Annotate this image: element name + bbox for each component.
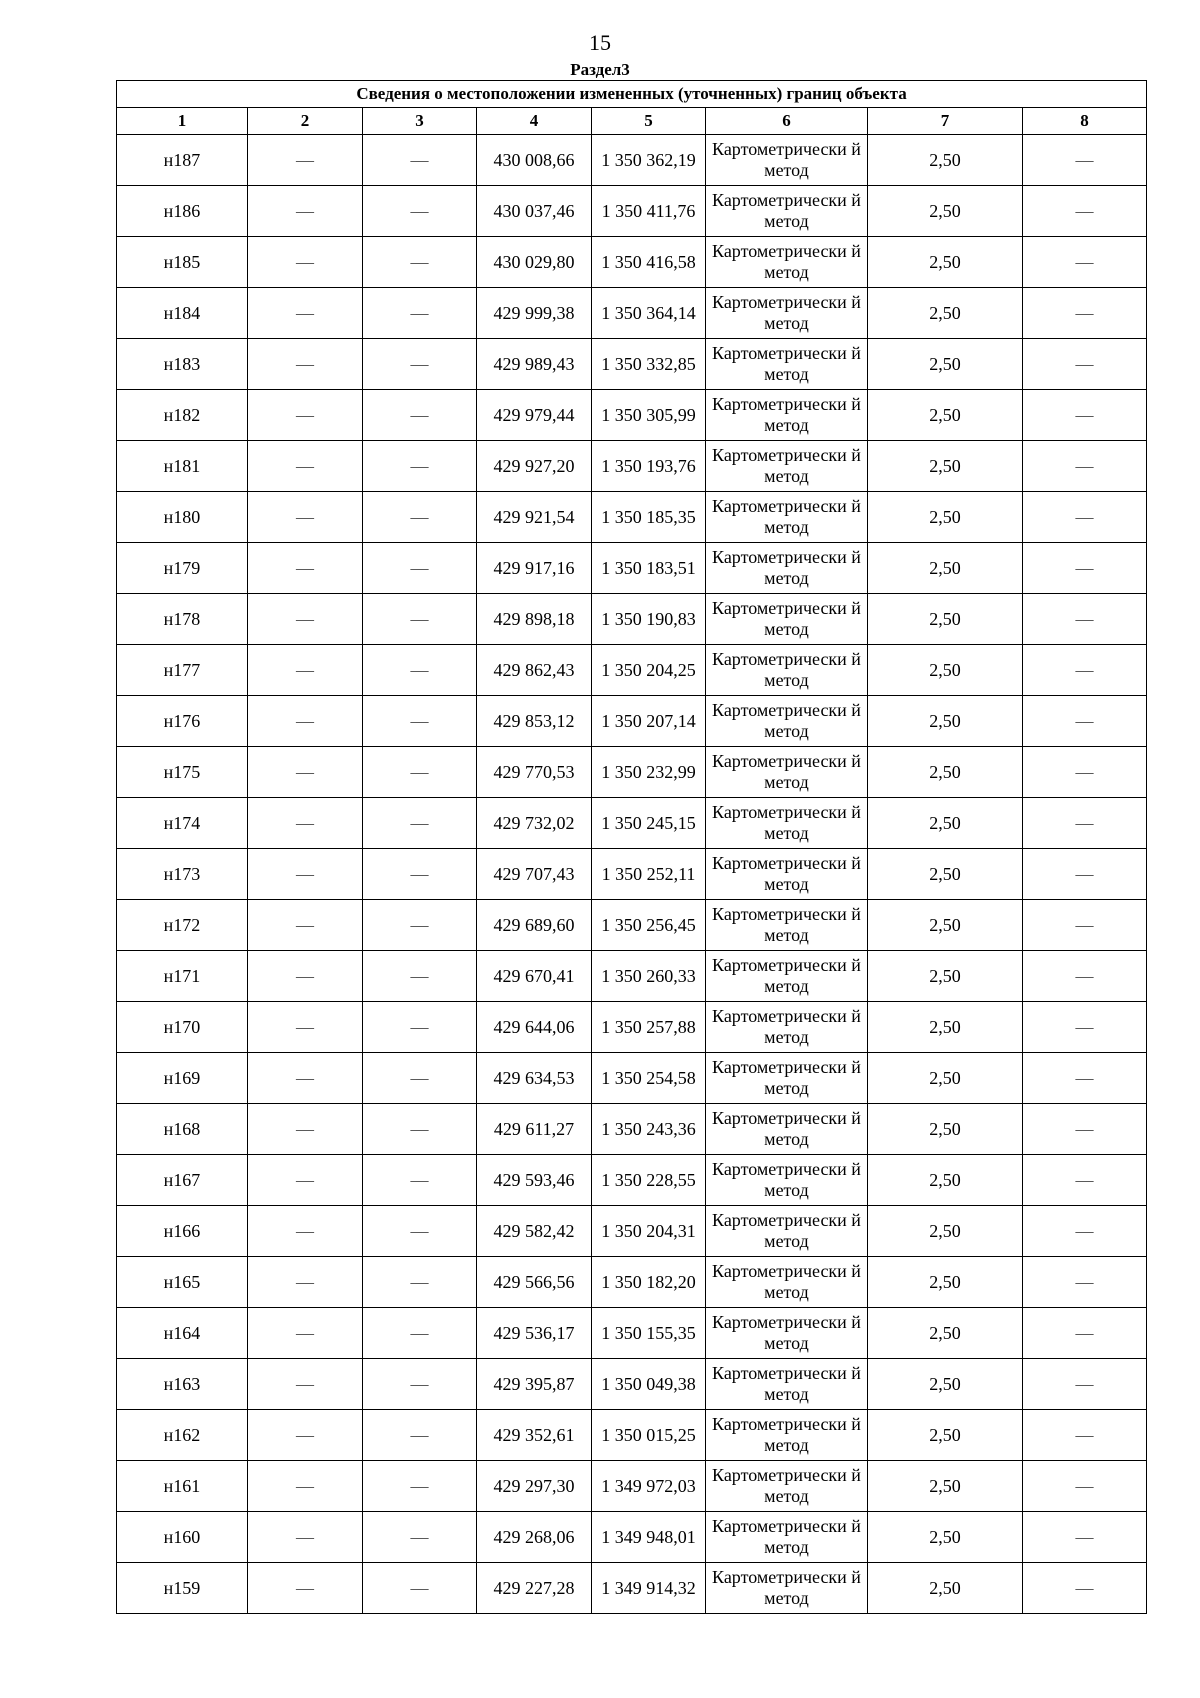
table-row bbox=[117, 849, 1147, 900]
table-cell: — bbox=[1023, 1053, 1147, 1104]
table-cell: 429 670,41 bbox=[477, 951, 592, 1002]
table-cell: н187 bbox=[117, 135, 248, 186]
table-cell: 1 350 049,38 bbox=[592, 1359, 706, 1410]
table-cell: 429 611,27 bbox=[477, 1104, 592, 1155]
table-cell: 2,50 bbox=[868, 1257, 1023, 1308]
table-cell: — bbox=[363, 696, 477, 747]
table-cell: 1 350 232,99 bbox=[592, 747, 706, 798]
table-row bbox=[117, 747, 1147, 798]
table-cell: — bbox=[1023, 645, 1147, 696]
table-cell: 1 350 185,35 bbox=[592, 492, 706, 543]
table-cell: — bbox=[248, 798, 363, 849]
table-cell: 1 350 256,45 bbox=[592, 900, 706, 951]
table-cell: — bbox=[1023, 1461, 1147, 1512]
table-cell: 2,50 bbox=[868, 849, 1023, 900]
table-cell: — bbox=[248, 1410, 363, 1461]
table-cell: — bbox=[248, 543, 363, 594]
table-cell: н183 bbox=[117, 339, 248, 390]
table-cell: — bbox=[363, 1155, 477, 1206]
table-cell: 2,50 bbox=[868, 135, 1023, 186]
table-row bbox=[117, 441, 1147, 492]
table-cell: н170 bbox=[117, 1002, 248, 1053]
table-cell: 2,50 bbox=[868, 492, 1023, 543]
table-cell: — bbox=[1023, 594, 1147, 645]
table-cell: — bbox=[363, 1206, 477, 1257]
table-cell: 2,50 bbox=[868, 645, 1023, 696]
table-cell: 1 350 332,85 bbox=[592, 339, 706, 390]
table-cell: — bbox=[1023, 1410, 1147, 1461]
table-cell: 2,50 bbox=[868, 900, 1023, 951]
table-cell: 1 349 972,03 bbox=[592, 1461, 706, 1512]
table-cell: 1 350 243,36 bbox=[592, 1104, 706, 1155]
table-cell: — bbox=[248, 135, 363, 186]
table-cell: 429 395,87 bbox=[477, 1359, 592, 1410]
table-cell: 1 350 155,35 bbox=[592, 1308, 706, 1359]
table-cell: 2,50 bbox=[868, 798, 1023, 849]
table-cell: — bbox=[1023, 441, 1147, 492]
table-cell: 1 350 411,76 bbox=[592, 186, 706, 237]
table-cell: Картометрически й метод bbox=[706, 1104, 868, 1155]
table-cell: н160 bbox=[117, 1512, 248, 1563]
table-cell: 429 634,53 bbox=[477, 1053, 592, 1104]
column-header: 4 bbox=[477, 108, 592, 135]
table-cell: — bbox=[363, 1002, 477, 1053]
table-cell: н177 bbox=[117, 645, 248, 696]
table-cell: 429 227,28 bbox=[477, 1563, 592, 1614]
table-cell: — bbox=[248, 1155, 363, 1206]
table-cell: — bbox=[363, 543, 477, 594]
table-cell: 2,50 bbox=[868, 1155, 1023, 1206]
table-cell: — bbox=[248, 1512, 363, 1563]
column-header: 1 bbox=[117, 108, 248, 135]
table-cell: Картометрически й метод bbox=[706, 1002, 868, 1053]
table-cell: н178 bbox=[117, 594, 248, 645]
table-cell: — bbox=[363, 1461, 477, 1512]
table-cell: н180 bbox=[117, 492, 248, 543]
table-cell: 1 350 416,58 bbox=[592, 237, 706, 288]
table-cell: 429 352,61 bbox=[477, 1410, 592, 1461]
table-row bbox=[117, 1563, 1147, 1614]
table-cell: 429 917,16 bbox=[477, 543, 592, 594]
table-cell: 1 350 183,51 bbox=[592, 543, 706, 594]
table-cell: Картометрически й метод bbox=[706, 390, 868, 441]
table-cell: — bbox=[363, 390, 477, 441]
table-cell: 429 732,02 bbox=[477, 798, 592, 849]
table-cell: 429 921,54 bbox=[477, 492, 592, 543]
table-cell: — bbox=[363, 900, 477, 951]
table-cell: Картометрически й метод bbox=[706, 1206, 868, 1257]
table-cell: 1 350 257,88 bbox=[592, 1002, 706, 1053]
table-cell: — bbox=[1023, 543, 1147, 594]
table-row bbox=[117, 1104, 1147, 1155]
table-cell: 1 350 245,15 bbox=[592, 798, 706, 849]
table-cell: 2,50 bbox=[868, 390, 1023, 441]
table-cell: — bbox=[363, 849, 477, 900]
table-cell: — bbox=[248, 1257, 363, 1308]
table-cell: 429 268,06 bbox=[477, 1512, 592, 1563]
table-cell: н175 bbox=[117, 747, 248, 798]
table-cell: Картометрически й метод bbox=[706, 1053, 868, 1104]
table-cell: 2,50 bbox=[868, 1410, 1023, 1461]
table-cell: 1 350 204,31 bbox=[592, 1206, 706, 1257]
table-body bbox=[117, 135, 1147, 1614]
table-cell: н162 bbox=[117, 1410, 248, 1461]
table-cell: — bbox=[363, 237, 477, 288]
table-cell: Картометрически й метод bbox=[706, 747, 868, 798]
table-cell: н171 bbox=[117, 951, 248, 1002]
table-cell: 2,50 bbox=[868, 1512, 1023, 1563]
table-row bbox=[117, 951, 1147, 1002]
table-cell: Картометрически й метод bbox=[706, 237, 868, 288]
table-cell: 429 853,12 bbox=[477, 696, 592, 747]
table-cell: — bbox=[363, 492, 477, 543]
table-cell: — bbox=[248, 645, 363, 696]
table-row bbox=[117, 237, 1147, 288]
column-header: 3 bbox=[363, 108, 477, 135]
table-cell: н179 bbox=[117, 543, 248, 594]
table-cell: Картометрически й метод bbox=[706, 900, 868, 951]
table-cell: 1 349 914,32 bbox=[592, 1563, 706, 1614]
table-caption: Сведения о местоположении измененных (уточненных) границ объекта bbox=[117, 81, 1147, 108]
table-cell: н184 bbox=[117, 288, 248, 339]
table-cell: Картометрически й метод bbox=[706, 288, 868, 339]
table-cell: — bbox=[363, 339, 477, 390]
table-row bbox=[117, 288, 1147, 339]
table-cell: — bbox=[248, 288, 363, 339]
table-row bbox=[117, 1053, 1147, 1104]
table-cell: — bbox=[248, 900, 363, 951]
table-cell: — bbox=[1023, 1359, 1147, 1410]
table-cell: — bbox=[1023, 696, 1147, 747]
column-header: 6 bbox=[706, 108, 868, 135]
table-row bbox=[117, 1512, 1147, 1563]
table-cell: — bbox=[363, 441, 477, 492]
table-cell: 429 989,43 bbox=[477, 339, 592, 390]
table-cell: 429 770,53 bbox=[477, 747, 592, 798]
table-cell: Картометрически й метод bbox=[706, 696, 868, 747]
table-cell: 2,50 bbox=[868, 1461, 1023, 1512]
table-cell: 1 350 254,58 bbox=[592, 1053, 706, 1104]
table-cell: Картометрически й метод bbox=[706, 645, 868, 696]
table-cell: 430 008,66 bbox=[477, 135, 592, 186]
table-cell: — bbox=[248, 849, 363, 900]
table-cell: н161 bbox=[117, 1461, 248, 1512]
table-cell: — bbox=[1023, 288, 1147, 339]
table-cell: н173 bbox=[117, 849, 248, 900]
table-cell: Картометрически й метод bbox=[706, 441, 868, 492]
table-cell: н164 bbox=[117, 1308, 248, 1359]
table-cell: — bbox=[248, 186, 363, 237]
table-cell: 1 350 207,14 bbox=[592, 696, 706, 747]
table-cell: 429 927,20 bbox=[477, 441, 592, 492]
table-cell: 1 350 305,99 bbox=[592, 390, 706, 441]
table-cell: 2,50 bbox=[868, 543, 1023, 594]
table-cell: 429 689,60 bbox=[477, 900, 592, 951]
table-row bbox=[117, 1359, 1147, 1410]
table-cell: Картометрически й метод bbox=[706, 951, 868, 1002]
table-cell: Картометрически й метод bbox=[706, 1461, 868, 1512]
table-cell: — bbox=[1023, 1512, 1147, 1563]
column-header: 2 bbox=[248, 108, 363, 135]
table-row bbox=[117, 1206, 1147, 1257]
table-cell: — bbox=[363, 1104, 477, 1155]
table-cell: 430 029,80 bbox=[477, 237, 592, 288]
table-cell: 1 350 182,20 bbox=[592, 1257, 706, 1308]
table-cell: 1 350 190,83 bbox=[592, 594, 706, 645]
table-cell: н185 bbox=[117, 237, 248, 288]
table-cell: 2,50 bbox=[868, 1563, 1023, 1614]
table-cell: — bbox=[1023, 798, 1147, 849]
table-cell: н174 bbox=[117, 798, 248, 849]
table-cell: Картометрически й метод bbox=[706, 849, 868, 900]
table-cell: н159 bbox=[117, 1563, 248, 1614]
table-row bbox=[117, 492, 1147, 543]
table-cell: 1 350 252,11 bbox=[592, 849, 706, 900]
table-cell: 2,50 bbox=[868, 1206, 1023, 1257]
table-cell: 429 536,17 bbox=[477, 1308, 592, 1359]
table-cell: — bbox=[248, 1359, 363, 1410]
table-cell: 429 297,30 bbox=[477, 1461, 592, 1512]
table-row bbox=[117, 594, 1147, 645]
table-cell: 429 862,43 bbox=[477, 645, 592, 696]
table-cell: — bbox=[1023, 747, 1147, 798]
table-cell: — bbox=[248, 1308, 363, 1359]
table-cell: — bbox=[1023, 1257, 1147, 1308]
table-cell: — bbox=[248, 1206, 363, 1257]
table-cell: Картометрически й метод bbox=[706, 492, 868, 543]
table-cell: — bbox=[1023, 1002, 1147, 1053]
table-cell: 2,50 bbox=[868, 594, 1023, 645]
table-cell: — bbox=[248, 492, 363, 543]
table-cell: н165 bbox=[117, 1257, 248, 1308]
table-cell: н167 bbox=[117, 1155, 248, 1206]
table-cell: 2,50 bbox=[868, 1104, 1023, 1155]
table-row bbox=[117, 900, 1147, 951]
table-cell: — bbox=[1023, 390, 1147, 441]
table-cell: н169 bbox=[117, 1053, 248, 1104]
table-cell: 429 582,42 bbox=[477, 1206, 592, 1257]
table-row bbox=[117, 1155, 1147, 1206]
table-cell: — bbox=[363, 1563, 477, 1614]
table-cell: 2,50 bbox=[868, 696, 1023, 747]
table-cell: — bbox=[363, 1512, 477, 1563]
table-cell: — bbox=[248, 951, 363, 1002]
table-cell: 1 350 362,19 bbox=[592, 135, 706, 186]
table-cell: — bbox=[1023, 1155, 1147, 1206]
column-header-row bbox=[117, 108, 1147, 135]
table-cell: — bbox=[363, 951, 477, 1002]
table-cell: Картометрически й метод bbox=[706, 798, 868, 849]
table-cell: Картометрически й метод bbox=[706, 1410, 868, 1461]
table-cell: — bbox=[1023, 951, 1147, 1002]
table-cell: — bbox=[1023, 1563, 1147, 1614]
table-row bbox=[117, 645, 1147, 696]
table-cell: — bbox=[248, 1053, 363, 1104]
table-cell: 1 350 260,33 bbox=[592, 951, 706, 1002]
table-cell: 2,50 bbox=[868, 441, 1023, 492]
table-cell: 2,50 bbox=[868, 339, 1023, 390]
table-cell: — bbox=[248, 1563, 363, 1614]
table-cell: — bbox=[363, 186, 477, 237]
table-cell: 2,50 bbox=[868, 1002, 1023, 1053]
table-cell: 2,50 bbox=[868, 288, 1023, 339]
table-cell: — bbox=[363, 135, 477, 186]
table-row bbox=[117, 339, 1147, 390]
table-cell: 430 037,46 bbox=[477, 186, 592, 237]
table-cell: — bbox=[1023, 237, 1147, 288]
table-cell: Картометрически й метод bbox=[706, 339, 868, 390]
table-cell: — bbox=[248, 1104, 363, 1155]
table-cell: 1 350 015,25 bbox=[592, 1410, 706, 1461]
table-cell: — bbox=[363, 1257, 477, 1308]
table-cell: 429 644,06 bbox=[477, 1002, 592, 1053]
table-cell: 1 350 193,76 bbox=[592, 441, 706, 492]
table-cell: — bbox=[1023, 1206, 1147, 1257]
table-row bbox=[117, 1257, 1147, 1308]
table-cell: Картометрически й метод bbox=[706, 1155, 868, 1206]
table-cell: Картометрически й метод bbox=[706, 543, 868, 594]
table-cell: 2,50 bbox=[868, 186, 1023, 237]
table-cell: — bbox=[363, 288, 477, 339]
table-cell: — bbox=[1023, 849, 1147, 900]
table-cell: — bbox=[248, 237, 363, 288]
table-cell: — bbox=[363, 1410, 477, 1461]
table-cell: — bbox=[1023, 186, 1147, 237]
table-cell: 2,50 bbox=[868, 951, 1023, 1002]
table-cell: Картометрически й метод bbox=[706, 1512, 868, 1563]
table-cell: н166 bbox=[117, 1206, 248, 1257]
column-header: 8 bbox=[1023, 108, 1147, 135]
table-cell: — bbox=[363, 1359, 477, 1410]
table-cell: — bbox=[1023, 900, 1147, 951]
table-cell: 2,50 bbox=[868, 1053, 1023, 1104]
section-label: Раздел3 bbox=[570, 60, 630, 79]
table-row bbox=[117, 696, 1147, 747]
table-cell: н181 bbox=[117, 441, 248, 492]
column-header: 7 bbox=[868, 108, 1023, 135]
table-cell: 2,50 bbox=[868, 1359, 1023, 1410]
table-cell: 429 566,56 bbox=[477, 1257, 592, 1308]
table-cell: Картометрически й метод bbox=[706, 135, 868, 186]
table-cell: — bbox=[1023, 1104, 1147, 1155]
table-cell: — bbox=[363, 645, 477, 696]
table-row bbox=[117, 1461, 1147, 1512]
table-cell: — bbox=[248, 696, 363, 747]
table-cell: Картометрически й метод bbox=[706, 1257, 868, 1308]
table-row bbox=[117, 390, 1147, 441]
table-cell: — bbox=[248, 747, 363, 798]
table-cell: — bbox=[248, 1461, 363, 1512]
table-row bbox=[117, 1002, 1147, 1053]
table-row bbox=[117, 543, 1147, 594]
table-cell: н186 bbox=[117, 186, 248, 237]
table-cell: 1 349 948,01 bbox=[592, 1512, 706, 1563]
table-cell: н176 bbox=[117, 696, 248, 747]
column-header: 5 bbox=[592, 108, 706, 135]
table-cell: 429 707,43 bbox=[477, 849, 592, 900]
table-cell: 2,50 bbox=[868, 747, 1023, 798]
table-row bbox=[117, 186, 1147, 237]
table-cell: — bbox=[248, 339, 363, 390]
table-cell: 429 979,44 bbox=[477, 390, 592, 441]
boundary-points-table bbox=[116, 80, 1147, 1614]
table-cell: — bbox=[363, 747, 477, 798]
table-cell: — bbox=[1023, 135, 1147, 186]
table-cell: 429 898,18 bbox=[477, 594, 592, 645]
table-cell: — bbox=[363, 1308, 477, 1359]
table-cell: 1 350 364,14 bbox=[592, 288, 706, 339]
table-row bbox=[117, 798, 1147, 849]
table-cell: 2,50 bbox=[868, 1308, 1023, 1359]
table-cell: — bbox=[1023, 492, 1147, 543]
table-cell: — bbox=[1023, 339, 1147, 390]
table-cell: н163 bbox=[117, 1359, 248, 1410]
table-cell: 1 350 228,55 bbox=[592, 1155, 706, 1206]
table-row bbox=[117, 1308, 1147, 1359]
table-cell: Картометрически й метод bbox=[706, 1563, 868, 1614]
table-row bbox=[117, 1410, 1147, 1461]
table-cell: — bbox=[248, 390, 363, 441]
table-cell: — bbox=[363, 1053, 477, 1104]
table-cell: — bbox=[1023, 1308, 1147, 1359]
table-cell: — bbox=[363, 798, 477, 849]
table-cell: Картометрически й метод bbox=[706, 186, 868, 237]
table-cell: 1 350 204,25 bbox=[592, 645, 706, 696]
table-cell: Картометрически й метод bbox=[706, 1308, 868, 1359]
table-cell: Картометрически й метод bbox=[706, 1359, 868, 1410]
table-cell: н168 bbox=[117, 1104, 248, 1155]
table-cell: 429 999,38 bbox=[477, 288, 592, 339]
table-cell: — bbox=[248, 441, 363, 492]
table-cell: н182 bbox=[117, 390, 248, 441]
table-cell: — bbox=[248, 1002, 363, 1053]
table-row bbox=[117, 135, 1147, 186]
table-cell: 2,50 bbox=[868, 237, 1023, 288]
table-cell: — bbox=[248, 594, 363, 645]
table-cell: Картометрически й метод bbox=[706, 594, 868, 645]
table-cell: — bbox=[363, 594, 477, 645]
table-cell: н172 bbox=[117, 900, 248, 951]
table-cell: 429 593,46 bbox=[477, 1155, 592, 1206]
page-number: 15 bbox=[589, 30, 611, 55]
